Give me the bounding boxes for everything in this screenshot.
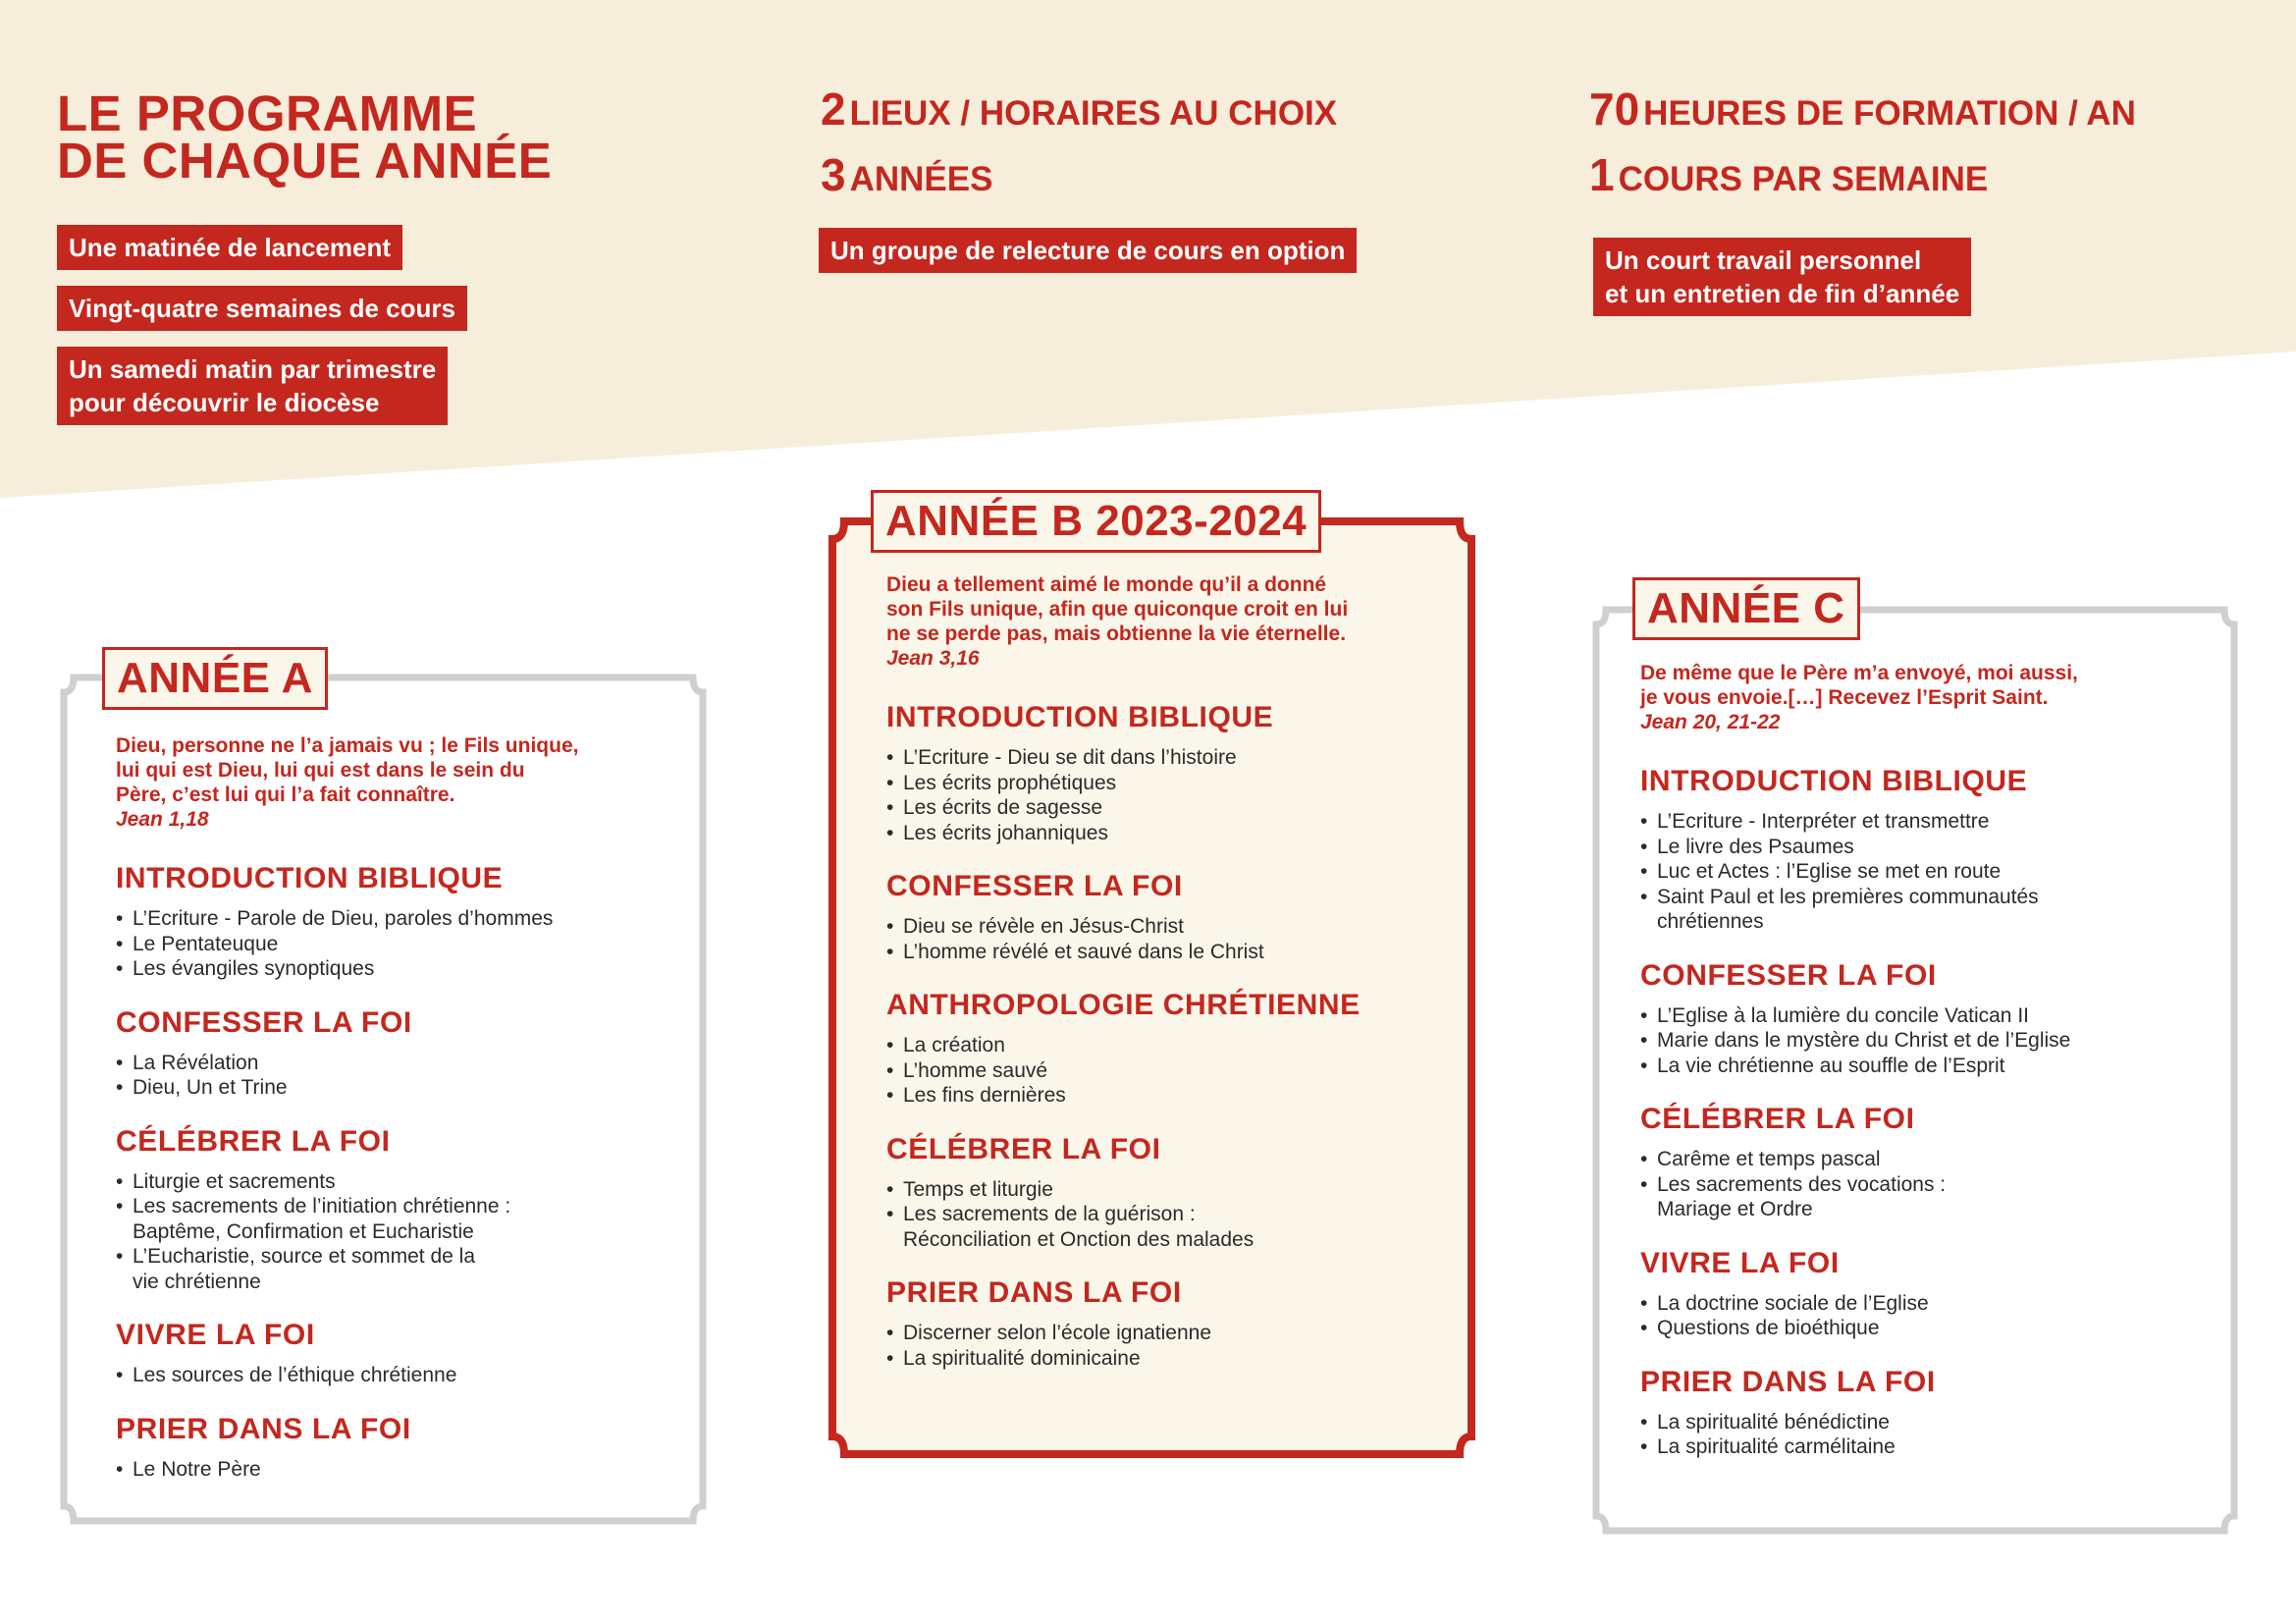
quote-line: ne se perde pas, mais obtienne la vie éternelle. (886, 623, 1347, 645)
list-item (1640, 1410, 2219, 1435)
list-item (886, 1177, 1446, 1203)
item-text: • Les sources de l’éthique chrétienne (133, 1364, 457, 1386)
item-text: • Le livre des Psaumes (1657, 835, 1854, 858)
list-item (1640, 1147, 2219, 1172)
list-item (1640, 1172, 2219, 1222)
year-a-content (116, 733, 685, 1505)
quote-line: son Fils unique, afin que quiconque croit en lui (886, 598, 1349, 621)
section-title: CÉLÉBRER LA FOI (116, 1124, 391, 1158)
tag-text: Un groupe de relecture de cours en option (830, 236, 1346, 265)
stat-label: HEURES DE FORMATION / AN (1643, 94, 2136, 133)
stat-hours (1589, 82, 2136, 135)
quote-line: Dieu a tellement aimé le monde qu’il a donné (886, 573, 1327, 596)
year-a-title: ANNÉE A (102, 647, 328, 710)
item-text: Réconciliation et Onction des malades (903, 1227, 1255, 1251)
section-title: VIVRE LA FOI (116, 1319, 315, 1351)
item-text: • La spiritualité dominicaine (903, 1346, 1141, 1370)
list-item (886, 914, 1446, 940)
quote-line: lui qui est Dieu, lui qui est dans le sein du (116, 759, 525, 782)
stat-number: 3 (821, 149, 846, 200)
tag-text: Une matinée de lancement (69, 233, 391, 262)
stat-label: LIEUX / HORAIRES AU CHOIX (849, 94, 1338, 133)
stat-years (821, 148, 992, 201)
quote-line: Père, c’est lui qui l’a fait connaître. (116, 784, 455, 806)
item-text: Mariage et Ordre (1657, 1198, 1813, 1220)
year-a-section-biblique (116, 861, 685, 982)
item-text: • Carême et temps pascal (1657, 1148, 1881, 1170)
section-title: ANTHROPOLOGIE CHRÉTIENNE (886, 989, 1361, 1021)
item-text: • La spiritualité bénédictine (1657, 1410, 1890, 1434)
tag-launch-morning (57, 225, 402, 270)
item-text: • Marie dans le mystère du Christ et de l’Eglise (1657, 1029, 2071, 1052)
item-text: • L’homme révélé et sauvé dans le Christ (903, 940, 1264, 963)
page-title-line-2: DE CHAQUE ANNÉE (57, 133, 553, 189)
year-c-section-biblique (1640, 764, 2219, 935)
tag-personal-work (1593, 238, 1971, 316)
list-item (1640, 885, 2219, 935)
quote-line: De même que le Père m’a envoyé, moi aussi, (1640, 662, 2078, 684)
year-b-section-confesser (886, 869, 1446, 964)
list-item (886, 771, 1446, 796)
item-text: • Discerner selon l’école ignatienne (903, 1322, 1212, 1344)
item-text: • Questions de bioéthique (1657, 1317, 1880, 1339)
item-text: • Les écrits prophétiques (903, 771, 1117, 794)
year-b-section-anthropologie (886, 988, 1446, 1109)
list-item (886, 821, 1446, 846)
item-text: • Les sacrements de l’initiation chrétienne : (133, 1195, 511, 1218)
list-item (886, 1033, 1446, 1058)
year-c-title: ANNÉE C (1632, 577, 1860, 640)
item-text: • Les évangiles synoptiques (133, 957, 375, 980)
year-a-section-vivre (116, 1318, 685, 1388)
item-text: • Le Pentateuque (133, 932, 279, 955)
stat-courses (1589, 148, 1988, 201)
section-title: PRIER DANS LA FOI (116, 1412, 411, 1445)
section-title: PRIER DANS LA FOI (886, 1276, 1182, 1309)
item-text: • La doctrine sociale de l’Eglise (1657, 1291, 1929, 1315)
item-text: • Le Notre Père (133, 1457, 261, 1481)
list-item (886, 1202, 1446, 1252)
section-title: CONFESSER LA FOI (1640, 958, 1937, 992)
list-item (1640, 1291, 2219, 1317)
item-text: • La spiritualité carmélitaine (1657, 1435, 1896, 1458)
year-b-panel (825, 497, 1479, 1462)
year-a-panel (57, 654, 710, 1528)
tag-text: et un entretien de fin d’année (1605, 279, 1960, 308)
list-item (886, 1321, 1446, 1346)
year-b-quote (886, 572, 1446, 671)
page-title-line-1: LE PROGRAMME (57, 85, 478, 141)
year-a-section-celebrer (116, 1124, 685, 1295)
stat-number: 2 (821, 83, 846, 135)
tag-review-group (819, 228, 1357, 273)
item-text: • Dieu se révèle en Jésus-Christ (903, 915, 1184, 938)
list-item (116, 1457, 685, 1483)
section-title: CÉLÉBRER LA FOI (886, 1132, 1161, 1165)
page-title (57, 85, 553, 189)
section-title: INTRODUCTION BIBLIQUE (1640, 765, 2028, 797)
stat-number: 70 (1589, 83, 1640, 135)
list-item (116, 1051, 685, 1076)
section-title: INTRODUCTION BIBLIQUE (116, 862, 504, 894)
list-item (1640, 859, 2219, 885)
section-title: INTRODUCTION BIBLIQUE (886, 701, 1274, 733)
list-item (886, 1083, 1446, 1109)
item-text: vie chrétienne (133, 1270, 261, 1293)
quote-line: je vous envoie.[…] Recevez l’Esprit Saint. (1640, 686, 2049, 709)
list-item (116, 1169, 685, 1195)
list-item (116, 1194, 685, 1244)
list-item (1640, 809, 2219, 835)
tag-text: Un samedi matin par trimestre (69, 354, 437, 384)
tag-text: Vingt-quatre semaines de cours (69, 294, 455, 323)
list-item (886, 1346, 1446, 1372)
list-item (116, 956, 685, 982)
quote-reference: Jean 3,16 (886, 647, 980, 670)
year-b-section-biblique (886, 700, 1446, 845)
item-text: • Les écrits de sagesse (903, 796, 1103, 819)
list-item (116, 906, 685, 932)
year-a-quote (116, 733, 685, 832)
list-item (1640, 1054, 2219, 1079)
year-c-section-celebrer (1640, 1102, 2219, 1222)
tag-text: Un court travail personnel (1605, 245, 1922, 275)
year-c-quote (1640, 661, 2219, 734)
item-text: Baptême, Confirmation et Eucharistie (133, 1219, 474, 1243)
list-item (886, 795, 1446, 821)
list-item (886, 745, 1446, 771)
item-text: • Saint Paul et les premières communautés (1657, 885, 2039, 908)
year-b-section-prier (886, 1275, 1446, 1371)
item-text: • L’Ecriture - Interpréter et transmettre (1657, 810, 1990, 833)
section-title: VIVRE LA FOI (1640, 1246, 1840, 1279)
stat-locations (821, 82, 1337, 135)
item-text: • L’homme sauvé (903, 1058, 1048, 1082)
list-item (886, 1058, 1446, 1084)
year-c-section-prier (1640, 1365, 2219, 1460)
item-text: • Liturgie et sacrements (133, 1169, 336, 1193)
item-text: • Les écrits johanniques (903, 821, 1108, 844)
tag-text: pour découvrir le diocèse (69, 388, 380, 417)
list-item (886, 940, 1446, 965)
stat-number: 1 (1589, 149, 1615, 200)
list-item (1640, 1028, 2219, 1054)
stat-label: ANNÉES (849, 160, 993, 198)
stat-label: COURS PAR SEMAINE (1618, 160, 1989, 198)
year-c-section-vivre (1640, 1246, 2219, 1341)
tag-saturday-morning (57, 347, 448, 425)
item-text: • Luc et Actes : l’Eglise se met en route (1657, 860, 2002, 883)
year-b-section-celebrer (886, 1132, 1446, 1253)
item-text: • Dieu, Un et Trine (133, 1076, 288, 1099)
item-text: • La vie chrétienne au souffle de l’Esprit (1657, 1054, 2005, 1077)
item-text: • L’Eucharistie, source et sommet de la (133, 1245, 476, 1268)
list-item (1640, 1316, 2219, 1341)
item-text: • L’Ecriture - Parole de Dieu, paroles d’hommes (133, 907, 554, 930)
year-a-section-confesser (116, 1005, 685, 1101)
list-item (116, 1244, 685, 1294)
year-b-content (886, 572, 1446, 1394)
year-a-section-prier (116, 1412, 685, 1483)
item-text: • La Révélation (133, 1051, 259, 1074)
year-c-section-confesser (1640, 958, 2219, 1079)
item-text: • La création (903, 1034, 1005, 1056)
item-text: • L’Eglise à la lumière du concile Vatican II (1657, 1003, 2029, 1027)
list-item (1640, 835, 2219, 860)
section-title: CÉLÉBRER LA FOI (1640, 1103, 1915, 1135)
list-item (1640, 1435, 2219, 1460)
year-c-panel (1589, 584, 2241, 1538)
section-title: CONFESSER LA FOI (116, 1005, 412, 1039)
item-text: chrétiennes (1657, 910, 1764, 933)
section-title: PRIER DANS LA FOI (1640, 1365, 1936, 1398)
list-item (116, 932, 685, 957)
tag-weeks-of-courses (57, 286, 467, 331)
item-text: • Temps et liturgie (903, 1177, 1053, 1201)
item-text: • Les fins dernières (903, 1084, 1066, 1107)
item-text: • Les sacrements de la guérison : (903, 1203, 1196, 1225)
list-item (116, 1075, 685, 1101)
item-text: • Les sacrements des vocations : (1657, 1172, 1947, 1196)
item-text: • L’Ecriture - Dieu se dit dans l’histoire (903, 746, 1237, 769)
year-c-content (1640, 661, 2219, 1484)
quote-reference: Jean 1,18 (116, 808, 209, 831)
list-item (1640, 1003, 2219, 1029)
year-b-title: ANNÉE B 2023-2024 (871, 490, 1321, 553)
quote-reference: Jean 20, 21-22 (1640, 711, 1781, 733)
quote-line: Dieu, personne ne l’a jamais vu ; le Fils unique, (116, 734, 579, 757)
list-item (116, 1363, 685, 1388)
section-title: CONFESSER LA FOI (886, 870, 1183, 902)
